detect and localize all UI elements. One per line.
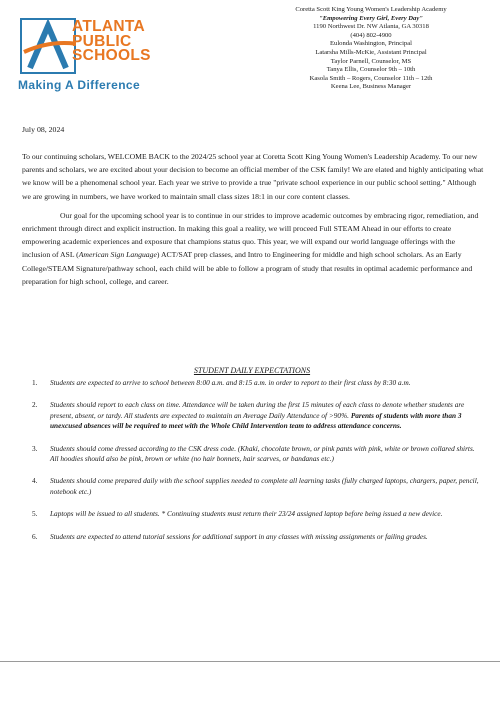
aps-logo xyxy=(14,18,174,98)
expectations-section xyxy=(22,366,482,554)
school-header xyxy=(256,6,486,92)
expectations-title: STUDENT DAILY EXPECTATIONS xyxy=(193,366,311,375)
staff-line: Latarsha Mills-McKie, Assistant Principal xyxy=(315,48,427,56)
school-motto: "Empowering Every Girl, Every Day" xyxy=(319,14,423,22)
letter-date: July 08, 2024 xyxy=(22,125,65,134)
staff-line: Taylor Parnell, Counselor, MS xyxy=(330,57,412,65)
expectation-item: 6. Students are expected to attend tutorial sessions for additional support in any classes with missing assignments or failing grades. xyxy=(32,531,428,541)
paragraph-welcome: To our continuing scholars, WELCOME BACK to the 2024/25 school year at Coretta Scott King Young Women's Leadership Academy. To our new parents and scholars, we are excited about your decision to become an official member of the CSK family! We are elated and highly anticipating what we know will be a phenomenal school year. Each year we strive to provide a true "private school experience in our public school setting." Although we are growing in numbers, we have worked to maintain small class sizes 18:1 in our core content classes. xyxy=(22,152,484,201)
school-phone: (404) 802-4900 xyxy=(350,31,392,39)
expectation-item: 3. Students should come dressed according to the CSK dress code. (Khaki, chocolate brown, or pink pants with pink, white or brown collared shirts. All hoodies should also be pink, brown or white (no hair bonnets, hair scarves, or bandanas etc.) xyxy=(32,443,475,464)
logo-tagline: Making A Difference xyxy=(18,78,141,92)
staff-line: Keena Lee, Business Manager xyxy=(330,83,412,91)
school-name: Coretta Scott King Young Women's Leadership Academy xyxy=(295,6,447,13)
staff-line: Eulonda Washington, Principal xyxy=(330,40,412,48)
expectation-item: 5. Laptops will be issued to all students. * Continuing students must return their 23/24 assigned laptop before being issued a new device. xyxy=(32,509,443,519)
staff-line: Kasola Smith – Rogers, Counselor 11th – 12th xyxy=(309,74,433,82)
school-address: 1190 Northwest Dr. NW Atlanta, GA 30318 xyxy=(313,23,429,31)
paragraph-goals: Our goal for the upcoming school year is to continue in our strides to improve academic outcomes by embracing rigor, remediation, and enrichment through direct and explicit instruction. In making this goal a reality, we will proceed Full STEAM Ahead in our efforts to create empowering academic experiences and exposure that champions status quo. This year, we will expand our world language offerings with the inclusion of ASL (American Sign Language) ACT/SAT prep classes, and Intro to Engineering for middle and high school scholars. As an Early College/STEAM Signature/pathway school, each child will be able to follow a program of study that results in optimal academic performance and preparation for high school, college, and career. xyxy=(22,210,479,286)
logo-wordmark: ATLANTA PUBLIC SCHOOLS xyxy=(72,18,151,64)
expectation-item: 4. Students should come prepared daily with the school supplies needed to complete all learning tasks (fully charged laptops, chargers, paper, pencil, notebook etc.) xyxy=(32,476,479,496)
staff-line: Tanya Ellis, Counselor 9th – 10th xyxy=(326,66,416,74)
aps-a-logo-icon xyxy=(20,18,76,74)
expectation-item: 2. Students should report to each class on time. Attendance will be taken during the first 15 minutes of each class to denote whether students are present, absent, or tardy. All students are expected to maintain an Average Daily Attendance of >90%. Parents of students with more than 3 unexcused absences will be required to meet with the Whole Child Intervention team to address attendance concerns. xyxy=(32,400,465,431)
expectation-item: 1. Students are expected to arrive to school between 8:00 a.m. and 8:15 a.m. in order to report to their first class by 8:30 a.m. xyxy=(32,378,411,387)
letter-body xyxy=(22,150,484,288)
page-divider xyxy=(0,661,500,662)
